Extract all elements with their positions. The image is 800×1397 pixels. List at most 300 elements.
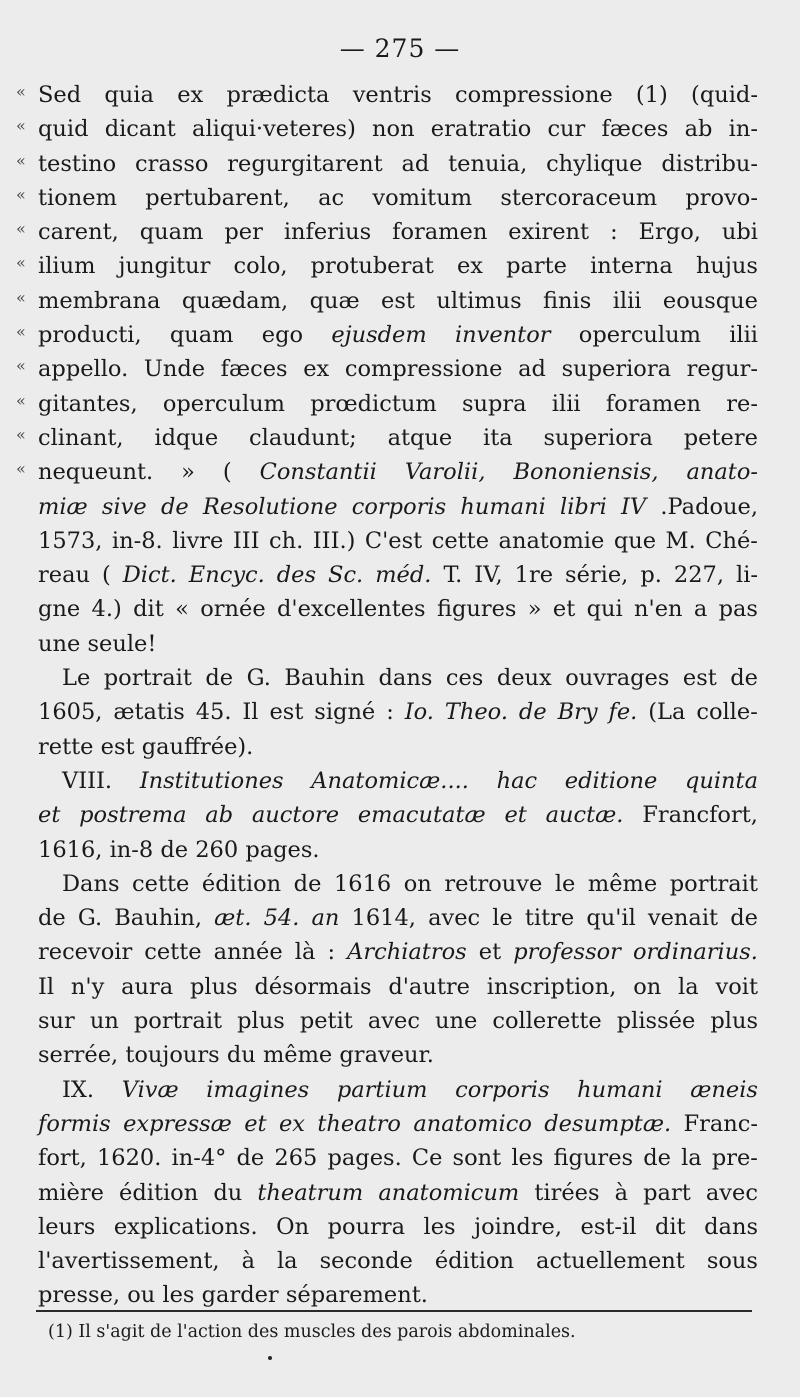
word: cette [431,527,490,554]
word: G. [77,905,103,932]
quote-mark: « [16,424,26,444]
word: C'est [364,527,423,554]
word: vomitum [372,184,473,211]
word: Sc. [328,562,364,589]
word: cur [547,116,586,143]
word: édition [434,1248,515,1275]
word: ou [127,1282,156,1309]
word: eratratio [430,116,532,143]
word: désormais [254,973,372,1000]
word: Dans [62,870,120,897]
word: non [372,116,415,143]
word: colle- [696,699,758,726]
word: inferius [283,219,372,246]
word: les [162,1282,195,1309]
word: est [682,665,717,692]
word: à [241,1248,255,1275]
word: corporis [351,493,447,520]
word: l'avertissement, [38,1248,220,1275]
word: ces [445,665,484,692]
word: p. [640,562,662,589]
word: 260 [195,836,239,863]
word: ch. [269,527,304,554]
word: Sed [38,82,82,108]
word: même [587,870,658,897]
word: Vivæ [121,1076,179,1103]
word: T. [443,562,463,589]
word: Bauhin, [114,905,203,932]
word: est [269,699,304,726]
quote-mark: « [16,356,26,376]
word: « [175,596,189,623]
word: VIII. [62,767,113,794]
word: G. [246,665,271,692]
word: chylique [546,150,643,177]
word: prædicta [226,82,330,108]
word: imagines [206,1076,310,1103]
word: Franc- [683,1110,758,1137]
word: ita [483,424,513,451]
word: emacutatæ [357,802,486,829]
word: Varolii, [404,459,486,486]
word: avec [705,1179,758,1206]
word: Bry [557,699,598,726]
word: pages. [245,836,320,863]
word: et [504,802,527,829]
word: Institutiones [139,767,284,794]
word: quam [139,219,204,246]
word: On [276,1213,310,1240]
word: dicant [104,116,176,143]
word: méd. [375,562,432,589]
word: tenuia, [448,150,528,177]
word: livre [172,527,224,554]
word: Io. [404,699,434,726]
word: Bauhin [284,665,366,692]
word: in- [728,116,758,143]
quote-mark: « [16,184,26,204]
word: de [236,1145,265,1172]
word: : [386,699,394,726]
word: le [492,905,513,932]
word: Unde [143,356,206,383]
word: pourra [327,1213,406,1240]
word: qui [586,596,623,623]
word: ordinarius. [633,939,758,966]
word: gauffrée). [141,733,254,760]
word: de [730,905,758,932]
word: atque [387,424,453,451]
word: série, [565,562,629,589]
word: Theo. [444,699,508,726]
word: là [294,939,316,966]
word: cette [144,939,202,966]
word: » [527,596,542,623]
word: Anatomicæ.... [311,767,469,794]
word: la [681,1145,702,1172]
word: deux [496,665,552,692]
word: 1614, [351,905,416,932]
word: sous [706,1248,758,1275]
word: 45. [195,699,232,726]
word: titre [524,905,575,932]
word: retrouve [444,870,543,897]
word: 1re [514,562,554,589]
word: édition [201,870,282,897]
word: tionem [38,184,117,211]
text-line [38,494,758,528]
word: protuberat [310,253,434,280]
text-line [38,1042,758,1076]
word: actuellement [536,1248,685,1275]
word: quam [169,322,234,349]
word: de [160,493,189,520]
word: garder [201,1282,279,1309]
word: ( [222,459,232,486]
text-line [38,699,758,733]
word: » [181,459,195,486]
word: de [643,1145,671,1172]
word: humani [460,493,546,520]
text-line [38,768,758,802]
word: plus [190,973,238,1000]
word: 265 [274,1145,318,1172]
word: année [213,939,283,966]
quote-mark: « [16,253,26,273]
word: operculum [162,390,285,417]
word: ultimus [436,287,522,314]
text-line [38,1077,758,1111]
quote-mark: « [16,116,26,136]
text-line [16,253,758,287]
word: ubi [721,219,758,246]
word: regur- [686,356,758,383]
word: superiora [543,424,653,451]
word: auctore [251,802,340,829]
word: de [160,836,189,863]
word: : [610,219,618,246]
word: prœdictum [310,390,437,417]
word: compressione [455,82,613,108]
word: portrait [133,1008,223,1035]
word: Archiatros [347,939,467,966]
word: ex [177,82,204,108]
word: des [276,562,317,589]
word: leurs [38,1213,96,1240]
word: de [38,905,66,932]
word: pas [718,596,758,623]
word: appello. [38,356,129,383]
word: quia [104,82,154,108]
word: un [89,1008,119,1035]
word: est [381,287,415,314]
word: foramen [605,390,702,417]
word: per [224,219,263,246]
word: n'en [634,596,683,623]
word: (quid- [691,82,758,108]
word: venait [647,905,719,932]
word: ex [278,1110,305,1137]
word: à [614,1179,629,1206]
word: avec [428,905,481,932]
word: Il [242,699,259,726]
word: Ché- [705,527,758,554]
text-line [38,905,758,939]
word: 1616, [38,836,103,863]
word: membrana [38,287,161,314]
word: quædam, [181,287,289,314]
word: anatomie [498,527,605,554]
word: 1605, [38,699,103,726]
word: Dict. [122,562,177,589]
body-text [16,82,758,1317]
word: ad [401,150,430,177]
word: de [293,870,322,897]
word: pertubarent, [145,184,290,211]
word: Constantii [259,459,377,486]
word: in-4° [171,1145,227,1172]
word: III.) [312,527,356,554]
word: 4.) [91,596,122,623]
word: dans [378,665,433,692]
word: la [678,973,699,1000]
word: editione [564,767,658,794]
word: on [403,870,432,897]
word: signé [314,699,376,726]
word: petit [299,1008,353,1035]
text-line [38,528,758,562]
word: provo- [685,184,758,211]
text-line [16,150,758,185]
text-line [16,116,758,150]
word: recevoir [38,939,133,966]
word: testino [38,150,117,177]
word: operculum [578,322,701,349]
text-line [38,1214,758,1248]
quote-mark: « [16,287,26,307]
word: theatrum [257,1179,364,1206]
word: (La [648,699,686,726]
word: quinta [684,767,758,794]
word: producti, [38,322,142,349]
word: et [244,1110,267,1137]
word: dit [133,596,164,623]
word: plus [237,1008,285,1035]
word: auctæ. [545,802,624,829]
word: formis [38,1110,111,1137]
word: une [38,630,81,657]
word: d'autre [388,973,470,1000]
text-line [16,82,758,116]
word: carent, [38,219,119,246]
word: M. [665,527,696,554]
word: IV [621,493,647,520]
word: exirent [508,219,590,246]
text-line [38,871,758,905]
text-line [38,562,758,596]
word: ab [205,802,234,829]
word: ex [456,253,483,280]
word: corporis [455,1076,550,1103]
word: Resolutione [202,493,338,520]
word: postrema [79,802,187,829]
word: une [435,1008,478,1035]
word: même [262,1042,333,1069]
word: jungitur [118,253,211,280]
word: stercoraceum [500,184,658,211]
word: distribu- [661,150,758,177]
text-line [38,631,758,665]
word: ( [101,562,111,589]
word: inventor [454,322,551,349]
word: in-8. [111,527,163,554]
word: parte [506,253,567,280]
text-line [38,939,758,973]
word: Encyc. [188,562,265,589]
word: ornée [200,596,266,623]
word: est [100,733,135,760]
word: ilium [38,253,96,280]
word: ilii [551,390,581,417]
word: .Padoue, [660,493,758,520]
text-line [16,424,758,459]
word: supra [461,390,527,417]
word: de [730,665,758,692]
text-line [16,356,758,390]
text-line [38,596,758,630]
word: ac [318,184,345,211]
text-line [38,974,758,1008]
word: dit [654,1213,686,1240]
word: séparement. [285,1282,428,1309]
word: Il [38,973,55,1000]
word: ego [261,322,304,349]
word: claudunt; [249,424,357,451]
word: d'excellentes [276,596,426,623]
word: seule! [87,630,157,657]
word: du [226,1042,256,1069]
text-line [16,390,758,425]
word: fæces [220,356,288,383]
word: la [276,1248,298,1275]
word: 1620. [96,1145,162,1172]
word: regurgitarent [227,150,383,177]
word: professor [513,939,621,966]
word: idque [154,424,219,451]
quote-mark: « [16,82,26,101]
word: anatomicum [378,1179,520,1206]
word: a [693,596,708,623]
word: petere [683,424,758,451]
word: gitantes, [38,390,138,417]
word: plus [710,1008,758,1035]
word: hac [496,767,538,794]
footnote-rule [36,1310,752,1312]
footnote: (1) Il s'agit de l'action des muscles des parois abdominales. [48,1322,576,1342]
text-line [38,665,758,699]
word: ad [518,356,546,383]
word: explications. [113,1213,258,1240]
word: reau [38,562,90,589]
word: hujus [695,253,758,280]
word: IV, [474,562,503,589]
word: theatro [317,1110,401,1137]
word: quæ [309,287,360,314]
word: 54. [263,905,300,932]
word: 1573, [38,527,103,554]
word: ventris [352,82,432,108]
word: ex [303,356,330,383]
word: æneis [690,1076,758,1103]
text-line [38,837,758,871]
word: re- [726,390,758,417]
text-line [38,1180,758,1214]
word: colo, [233,253,288,280]
word: ouvrages [565,665,670,692]
text-line [38,734,758,768]
word: finis [543,287,592,314]
quote-mark: « [16,390,26,410]
word: inscription, [486,973,617,1000]
word: superiora [561,356,671,383]
word: ætatis [113,699,185,726]
word: foramen [392,219,488,246]
word: in-8 [109,836,154,863]
text-line [16,219,758,253]
word: rette [38,733,94,760]
word: plissée [616,1008,696,1035]
quote-mark: « [16,459,26,479]
word: sur [38,1008,75,1035]
word: sive [101,493,147,520]
word: pre- [711,1145,758,1172]
word: est-il [580,1213,637,1240]
word: les [423,1213,456,1240]
word: li- [736,562,758,589]
word: sont [452,1145,502,1172]
quote-mark: « [16,322,26,342]
word: Ce [411,1145,443,1172]
word: voit [715,973,758,1000]
word: Francfort, [642,802,758,829]
word: portrait [103,665,192,692]
word: serrée, [38,1042,119,1069]
word: IX. [62,1076,95,1103]
text-line [38,1248,758,1282]
text-line [38,1145,758,1179]
word: humani [577,1076,663,1103]
word: libri [560,493,607,520]
word: avec [367,1008,420,1035]
word: anato- [686,459,758,486]
word: æt. [214,905,252,932]
word: et [38,802,61,829]
word: tirées [534,1179,600,1206]
word: nequeunt. [38,459,154,486]
word: figures [553,1145,634,1172]
word: pages. [327,1145,402,1172]
word: Ergo, [638,219,701,246]
word: interna [590,253,673,280]
text-line [38,1111,758,1145]
quote-mark: « [16,219,26,239]
text-line [16,459,758,493]
word: et [552,596,576,623]
word: fe. [608,699,638,726]
word: clinant, [38,424,124,451]
word: III [232,527,260,554]
word: du [213,1179,243,1206]
